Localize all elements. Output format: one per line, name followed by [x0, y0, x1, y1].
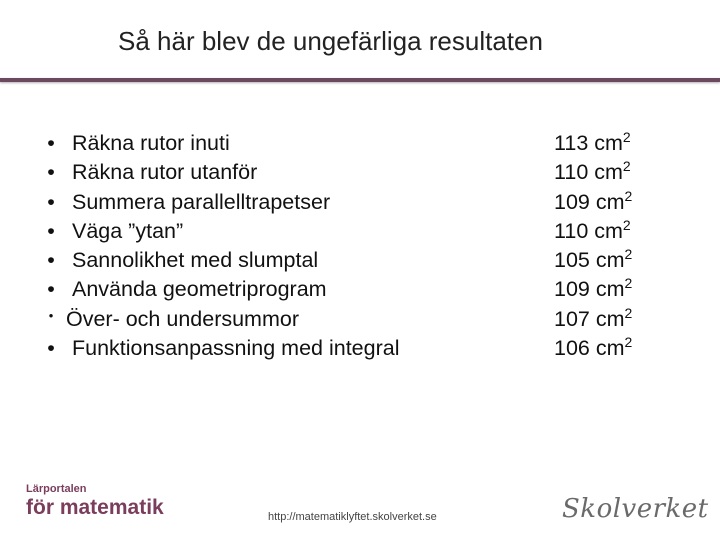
- result-value: 107 $cm^2$: [554, 304, 633, 331]
- bullet-icon: •: [48, 307, 54, 323]
- bullet-icon: •: [47, 336, 55, 361]
- list-item: [44, 158, 399, 187]
- bullet-icon: •: [47, 160, 55, 185]
- list-item: [44, 246, 399, 275]
- method-label: Över- och undersummor: [66, 306, 299, 331]
- list-item: [44, 188, 399, 217]
- bullet-icon: •: [47, 189, 55, 214]
- larportalen-logo: [26, 484, 164, 518]
- slide-title: Så här blev de ungefärliga resultaten: [118, 26, 543, 56]
- list-item: [44, 334, 399, 363]
- skolverket-logo: Skolverket: [562, 494, 709, 524]
- result-value: 109 $cm^2$: [554, 187, 633, 214]
- result-value: 110 $cm^2$: [554, 158, 631, 185]
- method-list: [44, 129, 399, 363]
- method-label: Räkna rutor utanför: [72, 160, 258, 185]
- bullet-icon: •: [47, 131, 55, 155]
- list-item: [44, 275, 399, 304]
- result-value: 105 $cm^2$: [554, 246, 633, 273]
- bullet-icon: •: [47, 218, 55, 243]
- result-value: 109 $cm^2$: [554, 275, 633, 302]
- list-item: [44, 305, 399, 334]
- method-label: Räkna rutor inuti: [72, 131, 230, 155]
- result-value: 110 $cm^2$: [554, 216, 631, 243]
- method-label: Använda geometriprogram: [72, 277, 327, 302]
- list-item: [44, 217, 399, 246]
- result-value: 113 $cm^2$: [554, 129, 631, 155]
- method-label: Väga ”ytan”: [72, 218, 184, 243]
- logo-big-text: för matematik: [26, 496, 164, 519]
- result-value: 106 $cm^2$: [554, 334, 633, 361]
- title-divider: [0, 78, 720, 82]
- method-label: Funktionsanpassning med integral: [72, 336, 400, 361]
- footer-url: http://matematiklyftet.skolverket.se: [268, 511, 437, 523]
- result-list: [554, 129, 632, 363]
- bullet-icon: •: [47, 277, 55, 302]
- bullet-icon: •: [47, 248, 55, 273]
- logo-small-text: Lärportalen: [26, 483, 87, 495]
- method-label: Summera parallelltrapetser: [72, 189, 331, 214]
- method-label: Sannolikhet med slumptal: [72, 248, 319, 273]
- list-item: [44, 129, 399, 158]
